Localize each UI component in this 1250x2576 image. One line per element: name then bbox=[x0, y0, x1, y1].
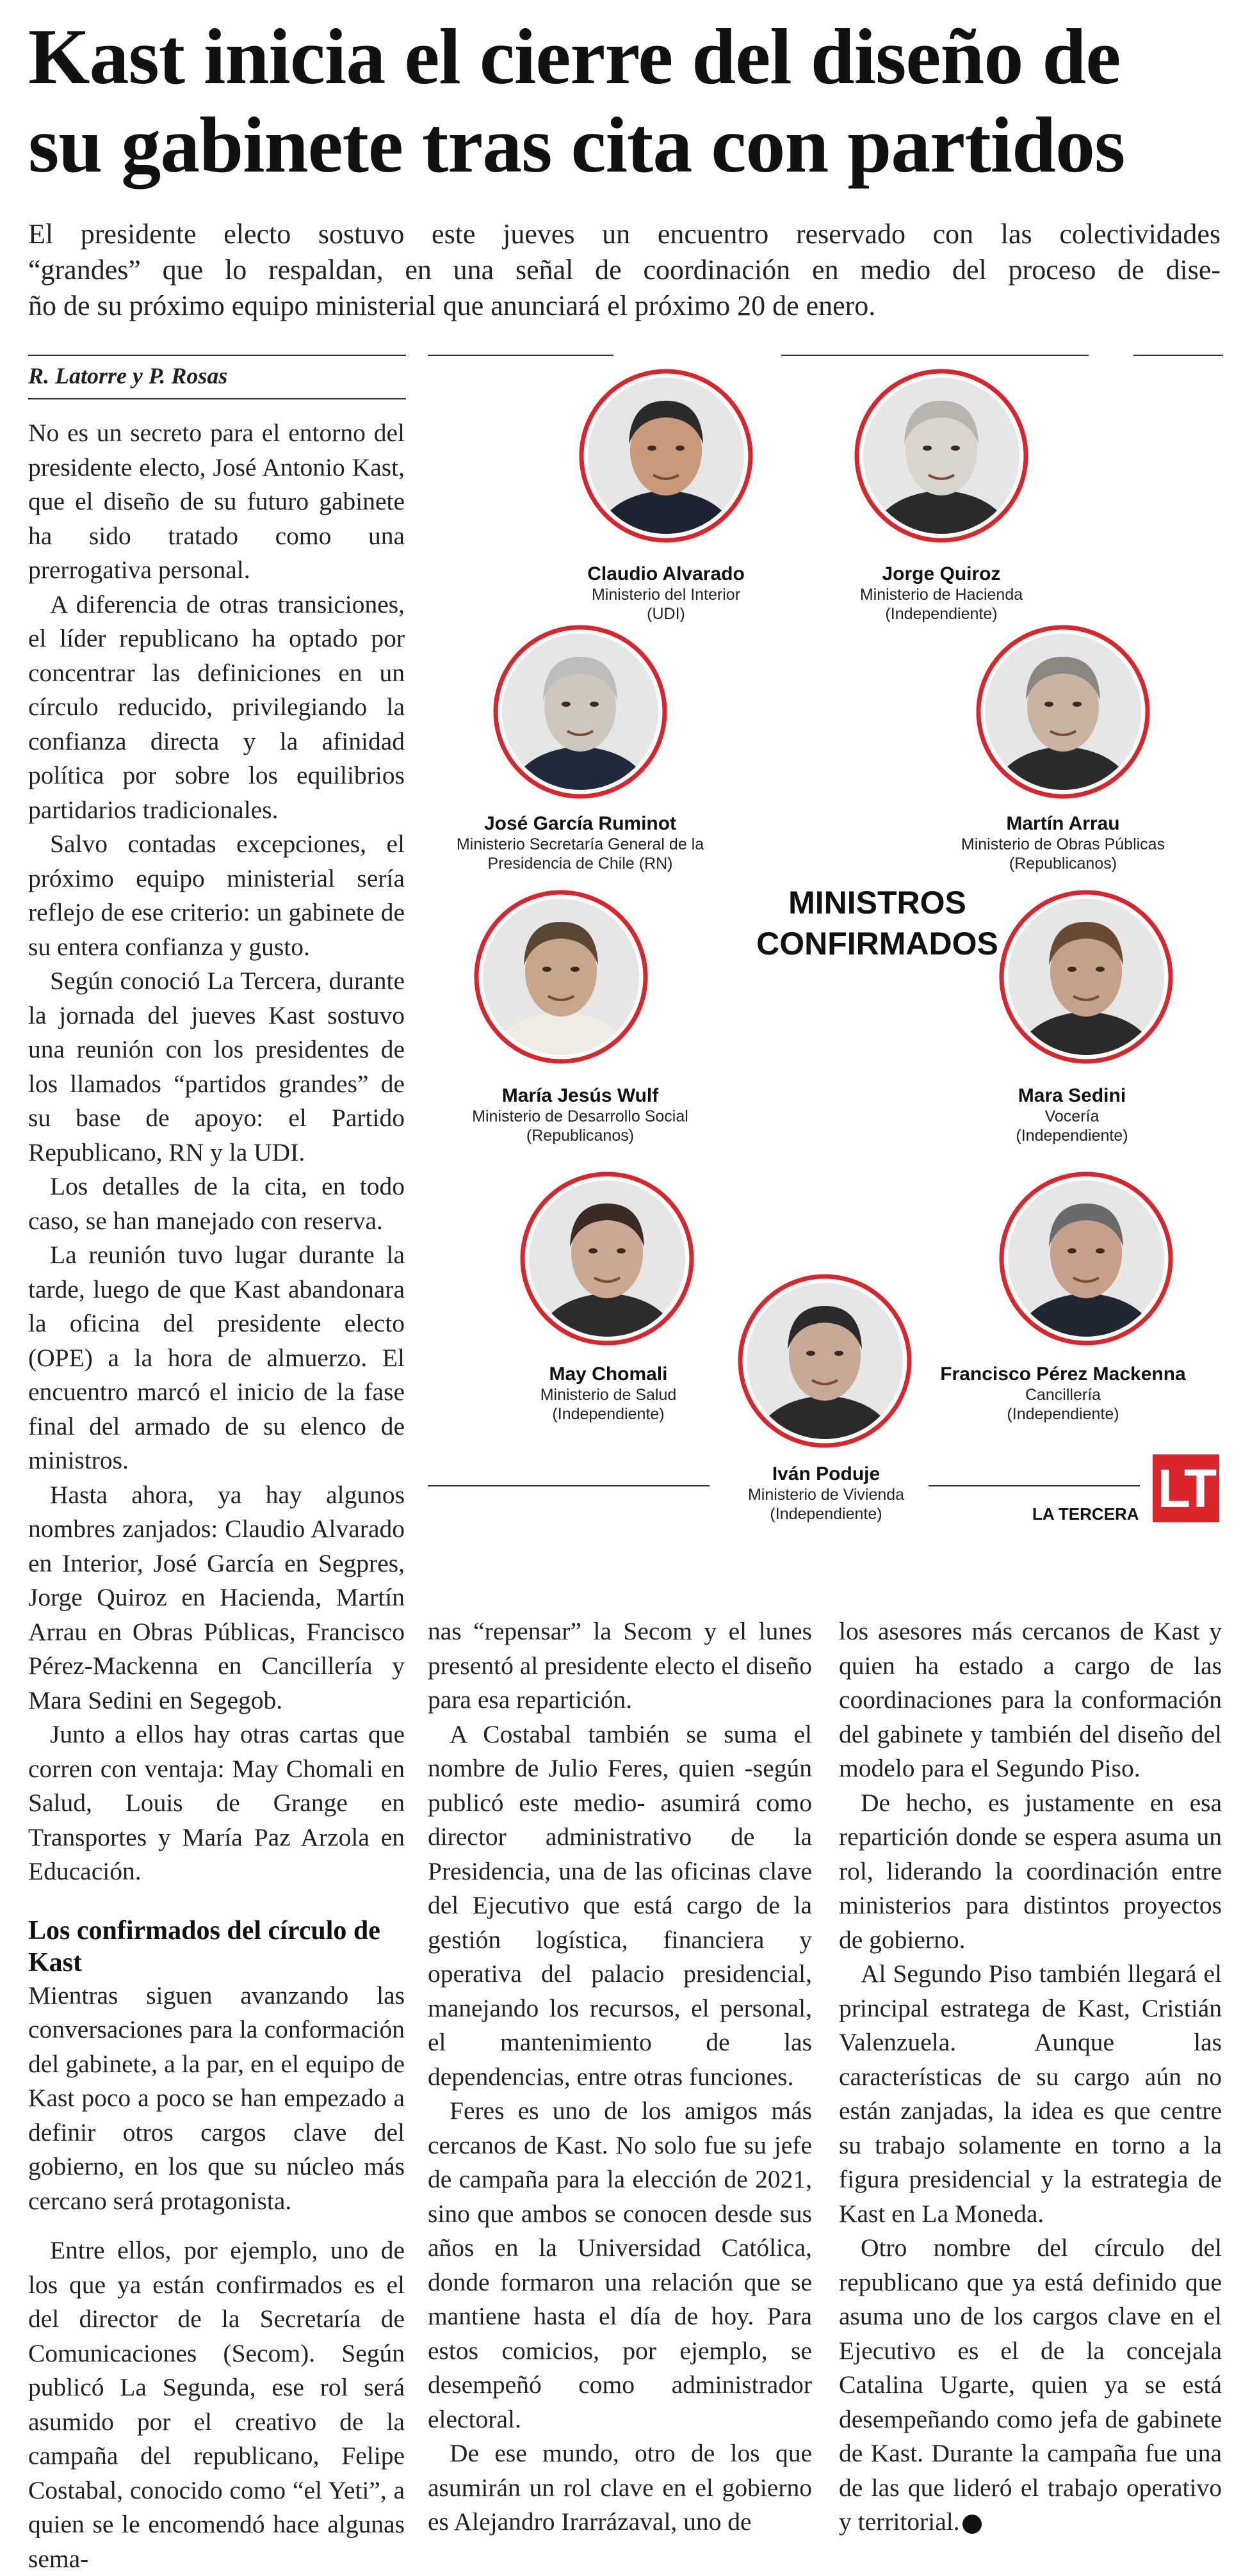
infographic-title bbox=[717, 882, 1037, 964]
portrait-jorge-quiroz bbox=[854, 369, 1028, 543]
paragraph: De ese mundo, otro de los que asumirán un rol clave en el gobierno es Alejandro Irarrázaval, uno de bbox=[428, 2439, 812, 2536]
portrait-maria-jesus-wulf bbox=[474, 890, 648, 1064]
column-2 bbox=[428, 1614, 812, 2540]
byline-top-rule bbox=[28, 355, 406, 356]
minister-party: (Republicanos) bbox=[526, 1127, 635, 1145]
minister-role: Ministerio Secretaría General de la bbox=[456, 835, 704, 853]
minister-name: Iván Poduje bbox=[772, 1463, 881, 1485]
portrait-photo bbox=[520, 1171, 694, 1346]
infographic-title-line-1: MINISTROS bbox=[788, 885, 966, 921]
minister-caption-jose-garcia-ruminot bbox=[433, 813, 727, 873]
minister-role: Ministerio de Obras Públicas bbox=[961, 835, 1165, 853]
minister-caption-may-chomali bbox=[461, 1364, 756, 1424]
minister-caption-francisco-perez-mackenna bbox=[916, 1364, 1210, 1424]
paragraph-text: Otro nombre del círculo del republicano que ya está definido que asuma uno de los cargos clave en el Ejecutivo es el de la concejala Catalina Ugarte, quien ya se está desempeñando como jefa de gabinete de Kast. Durante la campaña fue una de las que lideró el trabajo operativo y territorial. bbox=[839, 2234, 1222, 2536]
minister-caption-ivan-poduje bbox=[679, 1463, 973, 1524]
minister-name: Mara Sedini bbox=[1018, 1085, 1126, 1106]
headline-line-1: Kast inicia el cierre del diseño de bbox=[28, 13, 1121, 101]
headline bbox=[28, 13, 1232, 189]
infographic-top-rule-center bbox=[781, 355, 1089, 356]
paragraph: Junto a ellos hay otras cartas que corren con ventaja: May Chomali en Salud, Louis de Grange en Transportes y María Paz Arzola en Educación. bbox=[28, 1720, 405, 1885]
byline-bottom-rule bbox=[28, 398, 406, 399]
minister-role: Ministerio de Hacienda bbox=[859, 586, 1023, 604]
infographic-title-line-2: CONFIRMADOS bbox=[756, 926, 998, 962]
byline: R. Latorre y P. Rosas bbox=[28, 363, 228, 389]
minister-party: (Independiente) bbox=[1007, 1405, 1119, 1423]
minister-caption-mara-sedini bbox=[925, 1085, 1219, 1145]
paragraph: Los detalles de la cita, en todo caso, se han manejado con reserva. bbox=[28, 1172, 405, 1235]
minister-name: Martín Arrau bbox=[1006, 813, 1120, 834]
paragraph: De hecho, es justamente en esa repartición donde se espera asuma un rol, liderando la coordinación entre ministerios para distintos proyectos de gobierno. bbox=[839, 1788, 1222, 1954]
la-tercera-logo: LT bbox=[1153, 1454, 1219, 1522]
paragraph: Feres es uno de los amigos más cercanos de Kast. No solo fue su jefe de campaña para la elección de 2021, sino que ambos se conocen desde sus años en la Universidad Católica, donde formaron una relación que se mantiene hasta el día de hoy. Para estos comicios, por ejemplo, se desempeñó como administrador electoral. bbox=[428, 2097, 812, 2433]
minister-party: (Independiente) bbox=[770, 1505, 882, 1523]
portrait-photo bbox=[579, 369, 753, 543]
minister-role: Cancillería bbox=[1025, 1386, 1101, 1404]
minister-name: María Jesús Wulf bbox=[501, 1085, 659, 1106]
portrait-martin-arrau bbox=[976, 625, 1150, 799]
infographic-top-rule-left bbox=[428, 355, 613, 356]
portrait-claudio-alvarado bbox=[579, 369, 753, 543]
paragraph: Mientras siguen avanzando las conversaciones para la conformación del gabinete, a la par, en el equipo de Kast poco a poco se han empezado a definir otros cargos clave del gobierno, en los que su núcleo más cercano será protagonista. bbox=[28, 1981, 405, 2215]
paragraph: Entre ellos, por ejemplo, uno de los que ya están confirmados es el del director de la Secretaría de Comunicaciones (Secom). Según publicó La Segunda, ese rol será asumido por el creativo de la campaña del republicano, Felipe Costabal, conocido como “el Yeti”, a quien se le encomendó hace algunas sema- bbox=[28, 2236, 405, 2573]
minister-role: Ministerio de Desarrollo Social bbox=[472, 1107, 688, 1125]
minister-party: (Independiente) bbox=[552, 1405, 665, 1423]
headline-line-2: su gabinete tras cita con partidos bbox=[28, 101, 1125, 189]
deck-line-2: “grandes” que lo respaldan, en una señal de coordinación en medio del proceso de dise- bbox=[28, 254, 1221, 286]
minister-caption-jorge-quiroz bbox=[794, 563, 1089, 624]
portrait-photo bbox=[738, 1274, 912, 1448]
source-label: LA TERCERA bbox=[1032, 1504, 1139, 1524]
portrait-ivan-poduje bbox=[738, 1274, 912, 1448]
portrait-photo bbox=[999, 1171, 1173, 1346]
paragraph: los asesores más cercanos de Kast y quien ha estado a cargo de las coordinaciones para la conformación del gabinete y también del diseño del modelo para el Segundo Piso. bbox=[839, 1617, 1222, 1782]
paragraph: A Costabal también se suma el nombre de Julio Feres, quien -según publicó este medio- asumirá como director administrativo de la Presidencia, una de las oficinas clave del Ejecutivo que está cargo de la gestión logística, financiera y operativa del palacio presidencial, manejando los recursos, el personal, el mantenimiento de las dependencias, entre otras funciones. bbox=[428, 1719, 812, 2091]
paragraph: Salvo contadas excepciones, el próximo equipo ministerial sería reflejo de ese criterio: un gabinete de su entera confianza y gusto. bbox=[28, 830, 405, 961]
minister-role: Ministerio de Salud bbox=[540, 1386, 677, 1404]
deck bbox=[28, 216, 1221, 324]
paragraph: A diferencia de otras transiciones, el líder republicano ha optado por concentrar las definiciones en un círculo reducido, privilegiando la confianza directa y la afinidad política por sobre los equilibrios partidarios tradicionales. bbox=[28, 590, 405, 824]
minister-name: Jorge Quiroz bbox=[882, 563, 1001, 584]
paragraph: Hasta ahora, ya hay algunos nombres zanjados: Claudio Alvarado en Interior, José García en Segpres, Jorge Quiroz en Hacienda, Martín Arrau en Obras Públicas, Francisco Pérez-Mackenna en Cancillería y Mara Sedini en Segegob. bbox=[28, 1480, 405, 1714]
column-1 bbox=[28, 416, 405, 2576]
minister-party: (Independiente) bbox=[885, 605, 998, 623]
minister-name: Claudio Alvarado bbox=[587, 563, 745, 584]
deck-line-3: ño de su próximo equipo ministerial que anunciará el próximo 20 de enero. bbox=[28, 290, 876, 321]
portrait-photo bbox=[854, 369, 1028, 543]
paragraph: nas “repensar” la Secom y el lunes presentó al presidente electo el diseño para esa repartición. bbox=[428, 1617, 812, 1714]
minister-caption-martin-arrau bbox=[916, 813, 1210, 873]
paragraph: La reunión tuvo lugar durante la tarde, luego de que Kast abandonara la oficina del presidente electo (OPE) a la hora de almuerzo. El encuentro marcó el inicio de la fase final del armado de su elenco de ministros. bbox=[28, 1241, 405, 1474]
portrait-photo bbox=[976, 625, 1150, 799]
minister-name: May Chomali bbox=[549, 1364, 668, 1385]
minister-caption-claudio-alvarado bbox=[519, 563, 813, 624]
minister-name: José García Ruminot bbox=[483, 813, 677, 834]
minister-role-line-2: Presidencia de Chile (RN) bbox=[487, 855, 673, 873]
subhead: Los confirmados del círculo de Kast bbox=[28, 1915, 380, 1977]
paragraph: No es un secreto para el entorno del presidente electo, José Antonio Kast, que el diseño de su futuro gabinete ha sido tratado como una prerrogativa personal. bbox=[28, 419, 405, 584]
portrait-may-chomali bbox=[520, 1171, 694, 1346]
end-mark-icon bbox=[962, 2515, 982, 2534]
portrait-francisco-perez-mackenna bbox=[999, 1171, 1173, 1346]
paragraph bbox=[839, 2231, 1222, 2540]
deck-line-1: El presidente electo sostuvo este jueves un encuentro reservado con las colectividades bbox=[28, 218, 1221, 250]
minister-party: (UDI) bbox=[647, 605, 685, 623]
column-3 bbox=[839, 1614, 1222, 2540]
paragraph: Al Segundo Piso también llegará el principal estratega de Kast, Cristián Valenzuela. Aunque las características de su cargo aún no están zanjadas, la idea es que centre su trabajo solamente en torno a la figura presidencial y la estrategia de Kast en La Moneda. bbox=[839, 1960, 1222, 2228]
minister-party: (Independiente) bbox=[1016, 1127, 1128, 1145]
minister-name: Francisco Pérez Mackenna bbox=[940, 1364, 1186, 1385]
minister-role: Ministerio del Interior bbox=[591, 586, 741, 604]
portrait-photo bbox=[493, 625, 667, 799]
minister-role: Ministerio de Vivienda bbox=[747, 1486, 905, 1504]
minister-party: (Republicanos) bbox=[1009, 855, 1117, 873]
minister-role: Vocería bbox=[1044, 1107, 1100, 1125]
minister-caption-maria-jesus-wulf bbox=[433, 1085, 727, 1145]
infographic-bottom-rule-left bbox=[428, 1485, 710, 1486]
infographic-top-rule-right bbox=[1133, 355, 1223, 356]
portrait-jose-garcia-ruminot bbox=[493, 625, 667, 799]
portrait-photo bbox=[474, 890, 648, 1064]
paragraph: Según conoció La Tercera, durante la jornada del jueves Kast sostuvo una reunión con los presidentes de los llamados “partidos grandes” de su base de apoyo: el Partido Republicano, RN y la UDI. bbox=[28, 967, 405, 1166]
